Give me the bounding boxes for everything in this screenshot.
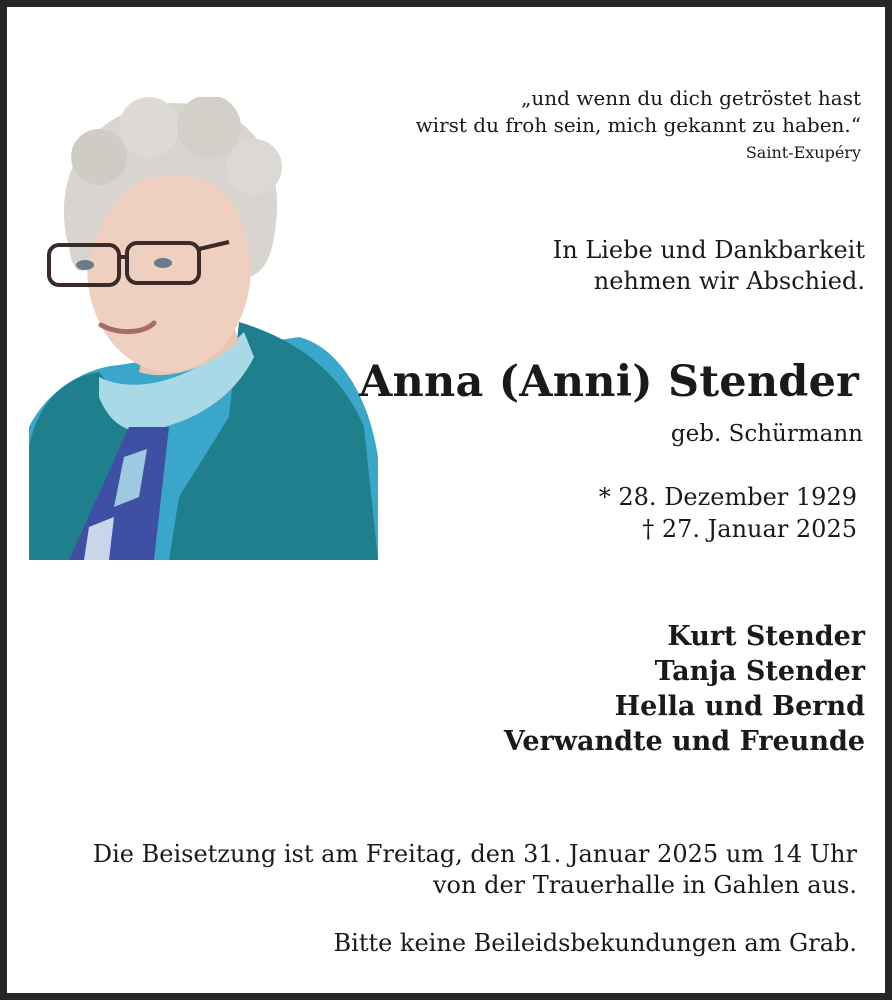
mourner: Verwandte und Freunde [503, 726, 865, 757]
birth-date: * 28. Dezember 1929 [598, 483, 857, 511]
portrait-photo [29, 97, 378, 560]
mourner: Kurt Stender [667, 621, 865, 652]
funeral-info [93, 839, 857, 901]
deceased-name [359, 357, 859, 407]
mourners-list [504, 619, 865, 759]
funeral-line: Die Beisetzung ist am Freitag, den 31. Januar 2025 um 14 Uhr [92, 840, 857, 868]
farewell-text [553, 235, 865, 297]
birth-name-text: geb. Schürmann [670, 421, 863, 447]
quote-author [746, 143, 861, 162]
condolence-request-text: Bitte keine Beileidsbekundungen am Grab. [333, 929, 857, 957]
deceased-name-text: Anna (Anni) Stender [358, 357, 859, 407]
farewell-line: In Liebe und Dankbarkeit [552, 236, 865, 264]
farewell-line: nehmen wir Abschied. [593, 267, 865, 295]
mourner: Hella und Bernd [614, 691, 865, 722]
quote [416, 85, 861, 139]
death-date: † 27. Januar 2025 [642, 515, 857, 543]
quote-line: „und wenn du dich getröstet hast [521, 86, 861, 110]
birth-name [671, 421, 863, 447]
funeral-line: von der Trauerhalle in Gahlen aus. [432, 871, 857, 899]
mourner: Tanja Stender [654, 656, 865, 687]
quote-line: wirst du froh sein, mich gekannt zu haben.“ [415, 113, 861, 137]
life-dates [599, 481, 857, 545]
quote-author-text: Saint-Exupéry [745, 143, 861, 162]
condolence-request [334, 929, 858, 957]
